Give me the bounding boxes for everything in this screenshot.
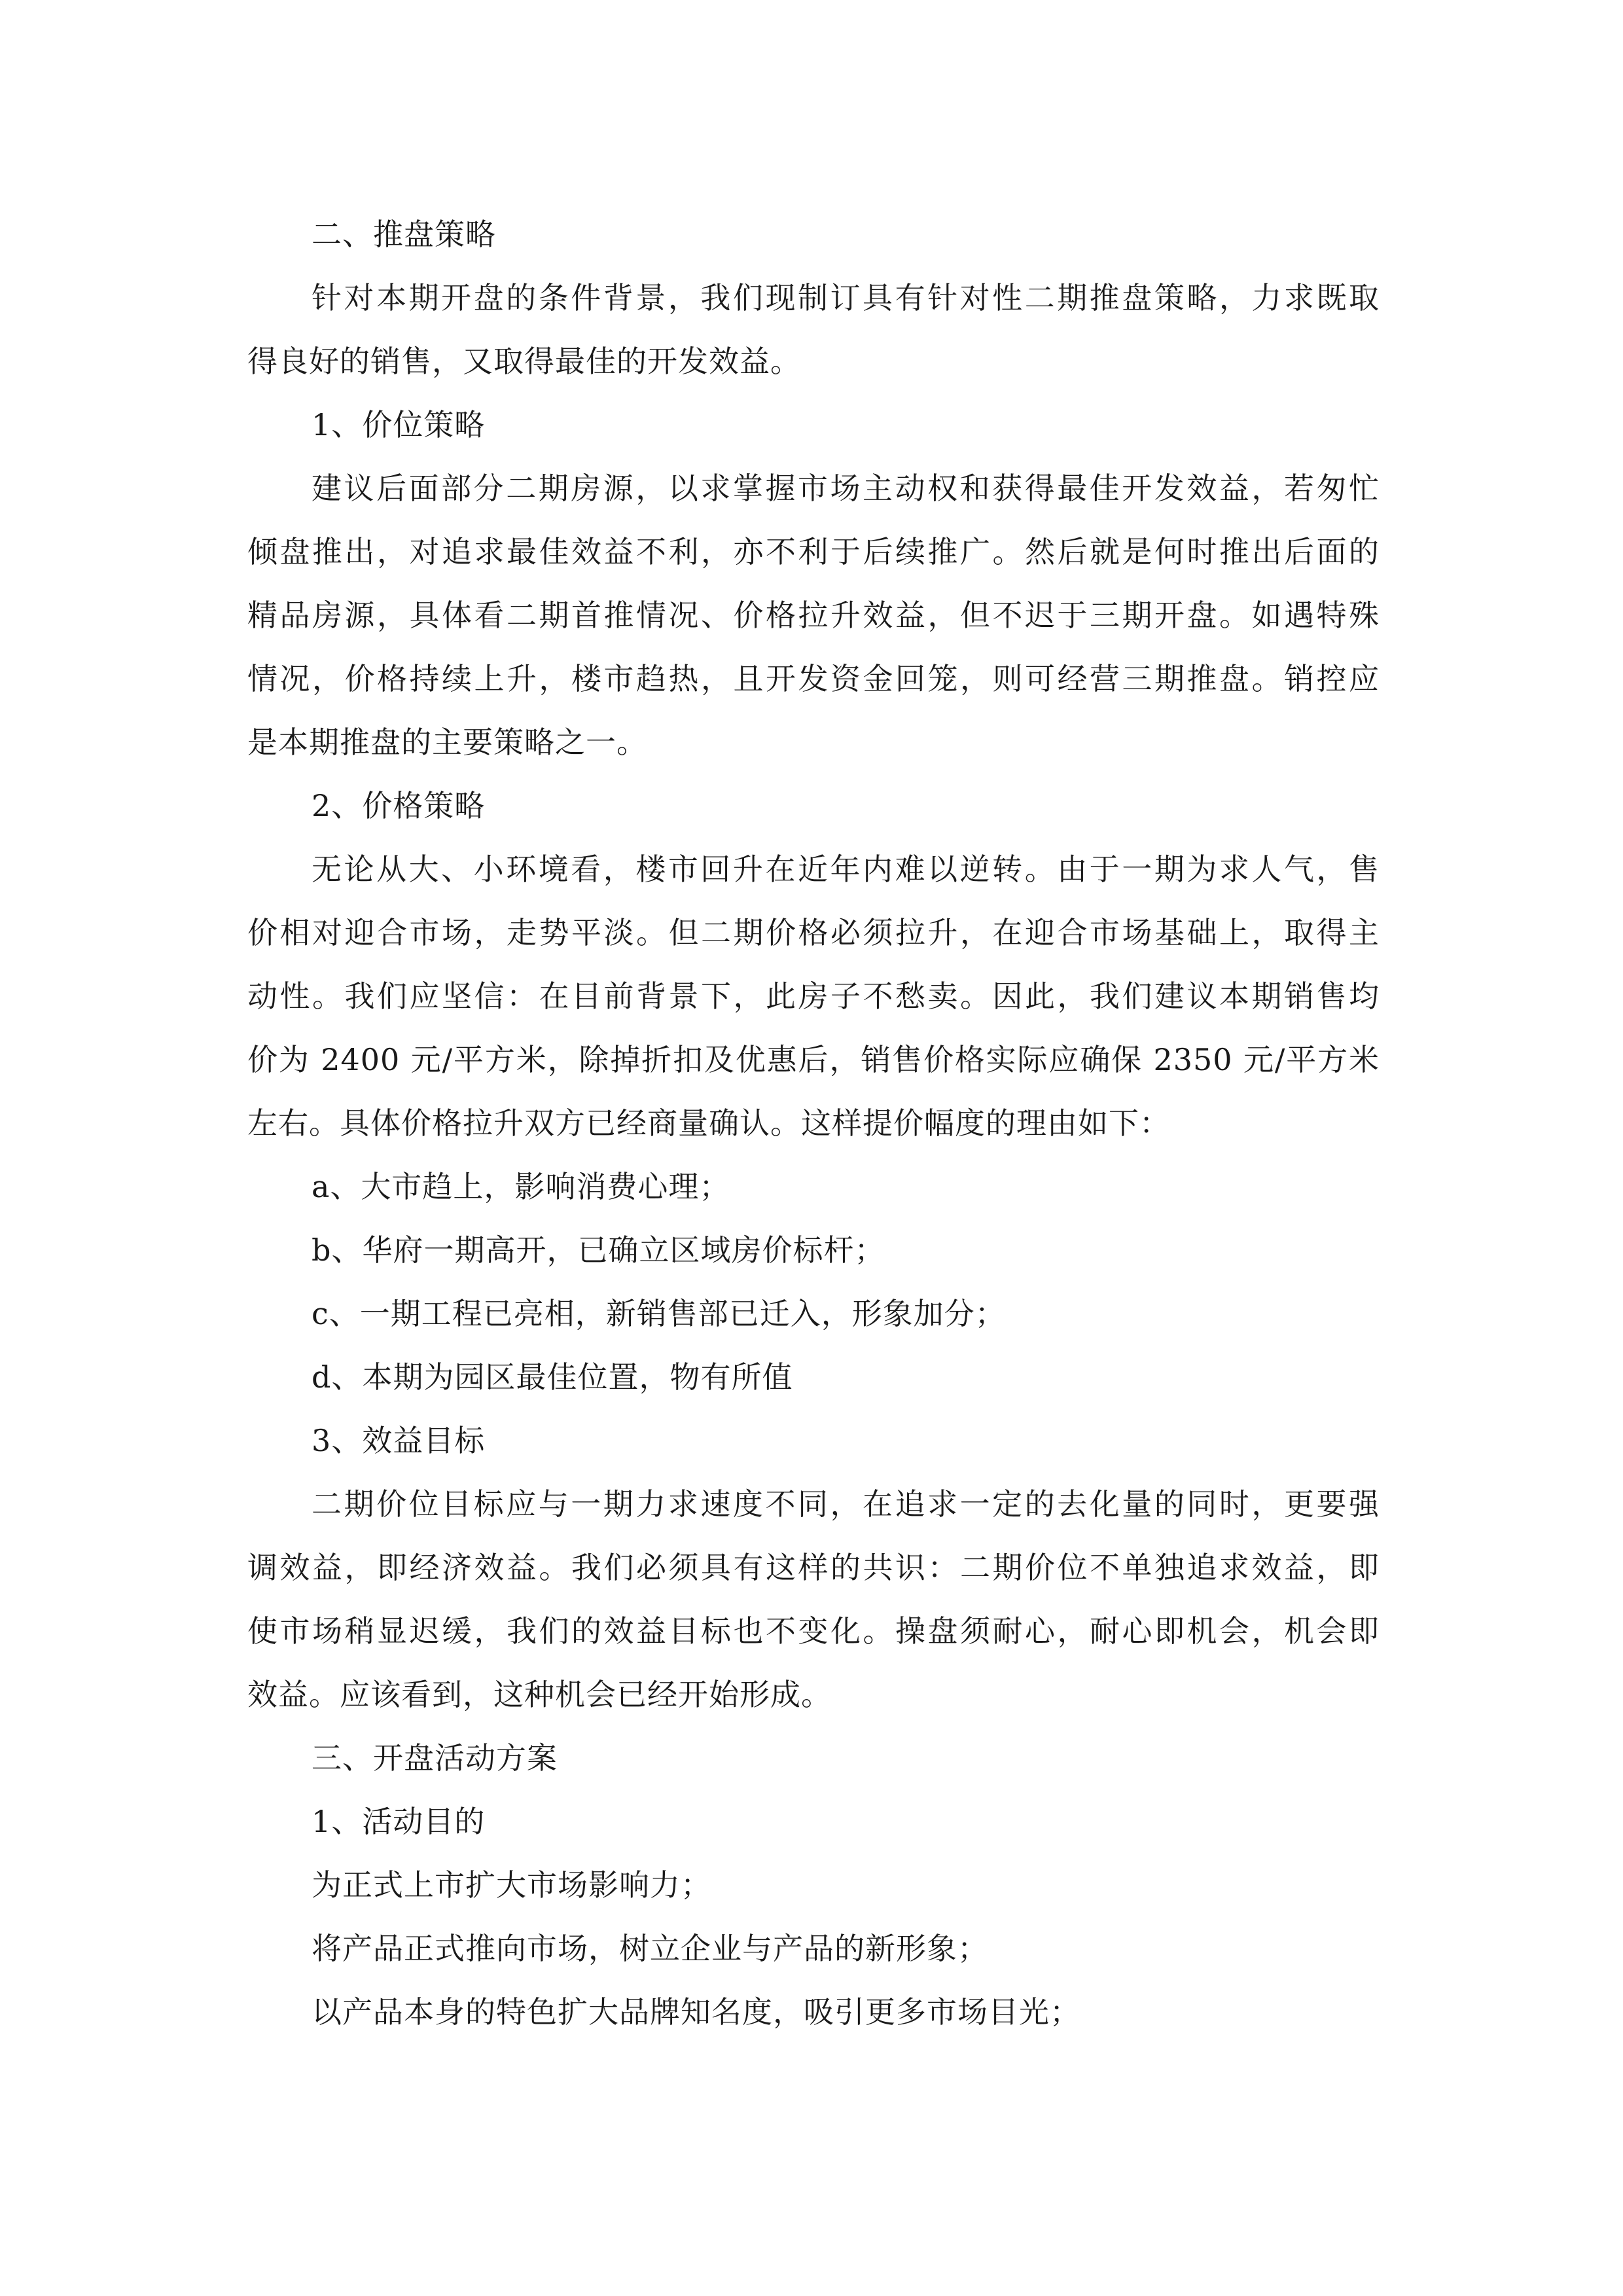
paragraph-line: 二期价位目标应与一期力求速度不同，在追求一定的去化量的同时，更要强 [312,1486,1380,1522]
paragraph-line: 效益。应该看到，这种机会已经开始形成。 [247,1677,832,1712]
list-item-d: d、本期为园区最佳位置，物有所值 [312,1359,793,1395]
paragraph-line: 价为 2400 元/平方米，除掉折扣及优惠后，销售价格实际应确保 2350 元/平方米 [247,1042,1380,1077]
heading-opening-event-plan: 三、开盘活动方案 [312,1740,558,1776]
paragraph-line: 建议后面部分二期房源，以求掌握市场主动权和获得最佳开发效益，若匆忙 [312,471,1380,506]
paragraph-line: 调效益，即经济效益。我们必须具有这样的共识：二期价位不单独追求效益，即 [247,1550,1380,1585]
paragraph-line: 倾盘推出，对追求最佳效益不利，亦不利于后续推广。然后就是何时推出后面的 [247,534,1380,569]
heading-price-position-strategy: 1、价位策略 [312,407,486,442]
paragraph-line: 精品房源，具体看二期首推情况、价格拉升效益，但不迟于三期开盘。如遇特殊 [247,598,1380,633]
purpose-item: 为正式上市扩大市场影响力； [312,1867,711,1903]
paragraph-line: 针对本期开盘的条件背景，我们现制订具有针对性二期推盘策略，力求既取 [312,280,1380,315]
purpose-item: 以产品本身的特色扩大品牌知名度，吸引更多市场目光； [312,1994,1080,2030]
list-item-a: a、大市趋上，影响消费心理； [312,1169,730,1204]
paragraph-line: 得良好的销售，又取得最佳的开发效益。 [247,344,801,379]
heading-push-strategy: 二、推盘策略 [312,217,496,252]
document-body [247,203,1380,2044]
paragraph-line: 使市场稍显迟缓，我们的效益目标也不变化。操盘须耐心，耐心即机会，机会即 [247,1613,1380,1649]
heading-benefit-target: 3、效益目标 [312,1423,486,1458]
list-item-c: c、一期工程已亮相，新销售部已迁入，形象加分； [312,1296,1006,1331]
paragraph-line: 动性。我们应坚信：在目前背景下，此房子不愁卖。因此，我们建议本期销售均 [247,978,1380,1014]
paragraph-line: 左右。具体价格拉升双方已经商量确认。这样提价幅度的理由如下： [247,1105,1170,1141]
heading-price-strategy: 2、价格策略 [312,788,486,823]
paragraph-line: 无论从大、小环境看，楼市回升在近年内难以逆转。由于一期为求人气，售 [312,852,1380,887]
paragraph-line: 情况，价格持续上升，楼市趋热，且开发资金回笼，则可经营三期推盘。销控应 [247,661,1380,696]
heading-event-purpose: 1、活动目的 [312,1804,486,1839]
paragraph-line: 是本期推盘的主要策略之一。 [247,725,647,760]
purpose-item: 将产品正式推向市场，树立企业与产品的新形象； [312,1931,988,1966]
paragraph-line: 价相对迎合市场，走势平淡。但二期价格必须拉升，在迎合市场基础上，取得主 [247,915,1380,950]
list-item-b: b、华府一期高开，已确立区域房价标杆； [312,1232,885,1268]
